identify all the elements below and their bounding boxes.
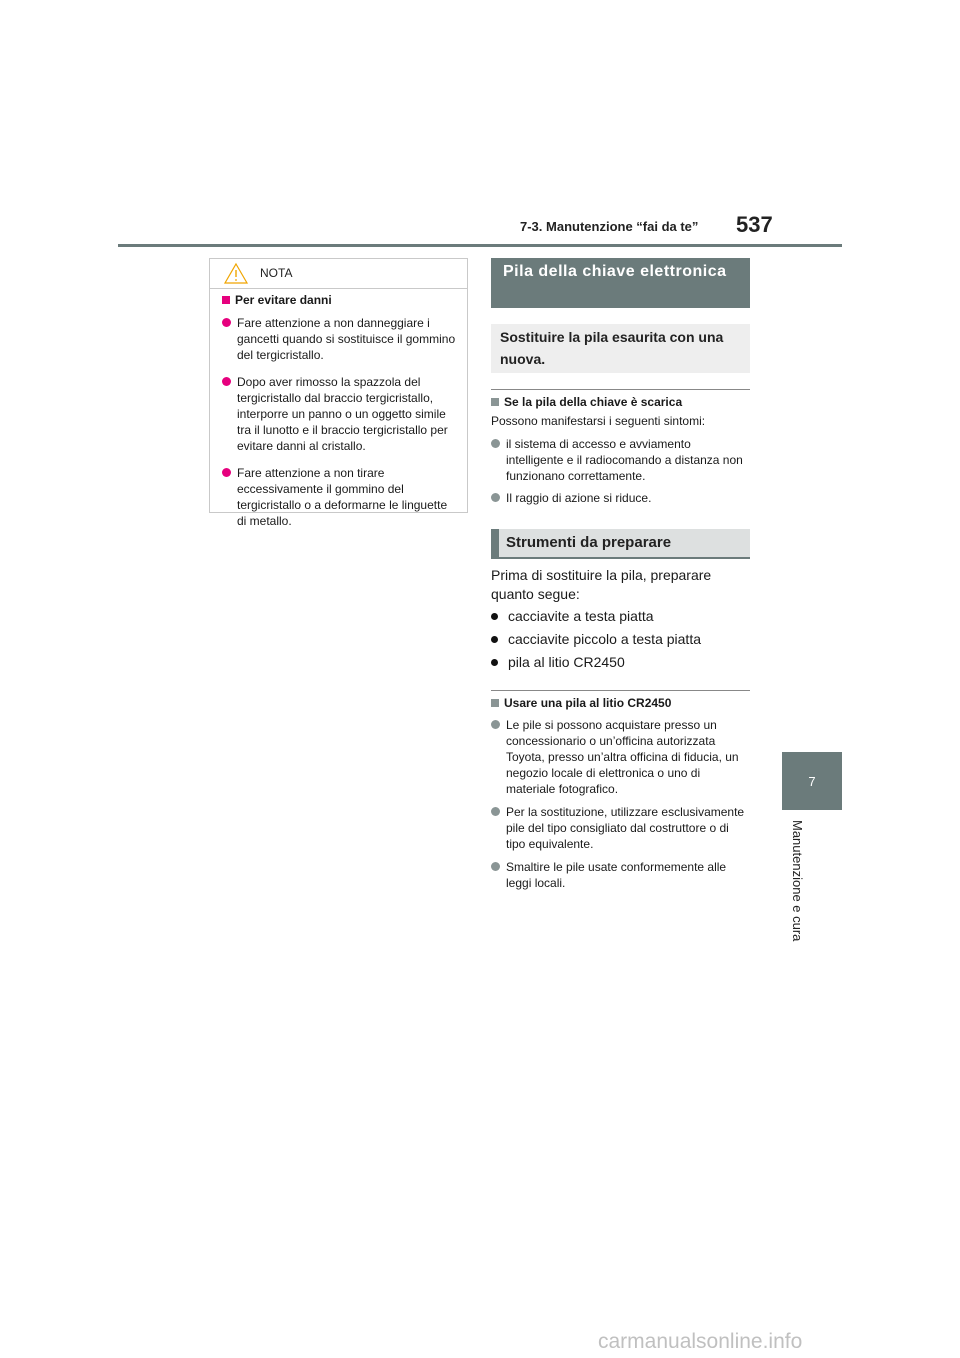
warning-triangle-icon <box>223 262 249 285</box>
page-number: 537 <box>736 212 773 237</box>
divider <box>491 389 750 390</box>
chapter-number: 7 <box>808 773 816 789</box>
list-item: Dopo aver rimosso la spazzola del tergicristallo dal braccio tergicristallo, interporre un panno o un oggetto simile tra il lunotto e il braccio tergicristallo per evitare danni al cristallo. <box>222 374 457 454</box>
section-title: 7-3. Manutenzione “fai da te” <box>520 219 699 234</box>
notice-subheading: Per evitare danni <box>222 293 457 307</box>
notice-title: NOTA <box>260 266 293 280</box>
square-bullet-icon <box>491 398 499 406</box>
list-item: Per la sostituzione, utilizzare esclusivamente pile del tipo consigliato dal costruttore o di tipo equivalente. <box>491 804 750 852</box>
bullet-icon <box>491 807 500 816</box>
chapter-title: Manutenzione e cura <box>790 820 805 942</box>
bullet-icon <box>491 720 500 729</box>
list-item: il sistema di accesso e avviamento intelligente e il radiocomando a distanza non funzionano correttamente. <box>491 436 750 484</box>
list-item: Il raggio di azione si riduce. <box>491 490 750 506</box>
bullet-icon <box>222 377 231 386</box>
chapter-tab[interactable] <box>782 752 842 810</box>
tools-section-banner: Strumenti da preparare <box>491 529 750 559</box>
bullet-icon <box>491 439 500 448</box>
list-item: Smaltire le pile usate conformemente alle leggi locali. <box>491 859 750 891</box>
bullet-icon <box>222 468 231 477</box>
bullet-icon <box>222 318 231 327</box>
notice-header <box>210 259 467 289</box>
notice-box <box>209 258 468 528</box>
tool-item: pila al litio CR2450 <box>491 653 750 671</box>
low-battery-title: Se la pila della chiave è scarica <box>491 395 750 409</box>
list-item: Fare attenzione a non tirare eccessivamente il gommino del tergicristallo o a deformarne le linguette di metallo. <box>222 465 457 529</box>
header-divider <box>118 244 842 247</box>
divider <box>491 690 750 691</box>
square-bullet-icon <box>222 296 230 304</box>
low-battery-intro: Possono manifestarsi i seguenti sintomi: <box>491 414 706 428</box>
lithium-title: Usare una pila al litio CR2450 <box>491 696 750 710</box>
square-bullet-icon <box>491 699 499 707</box>
tool-item: cacciavite a testa piatta <box>491 607 750 625</box>
chapter-label <box>782 820 812 960</box>
battery-subtitle: Sostituire la pila esaurita con una nuova. <box>491 324 750 373</box>
battery-section-banner: Pila della chiave elettronica <box>491 258 750 308</box>
tool-item: cacciavite piccolo a testa piatta <box>491 630 750 648</box>
bullet-icon <box>491 613 498 620</box>
bullet-icon <box>491 862 500 871</box>
bullet-icon <box>491 636 498 643</box>
list-item: Fare attenzione a non danneggiare i gancetti quando si sostituisce il gommino del tergicristallo. <box>222 315 457 363</box>
tools-intro: Prima di sostituire la pila, preparare quanto segue: <box>491 567 712 602</box>
list-item: Le pile si possono acquistare presso un concessionario o un’officina autorizzata Toyota, presso un’altra officina di fiducia, un negozio locale di elettronica o uno di materiale fotografico. <box>491 717 750 797</box>
bullet-icon <box>491 659 498 666</box>
bullet-icon <box>491 493 500 502</box>
watermark: carmanualsonline.info <box>598 1330 803 1353</box>
